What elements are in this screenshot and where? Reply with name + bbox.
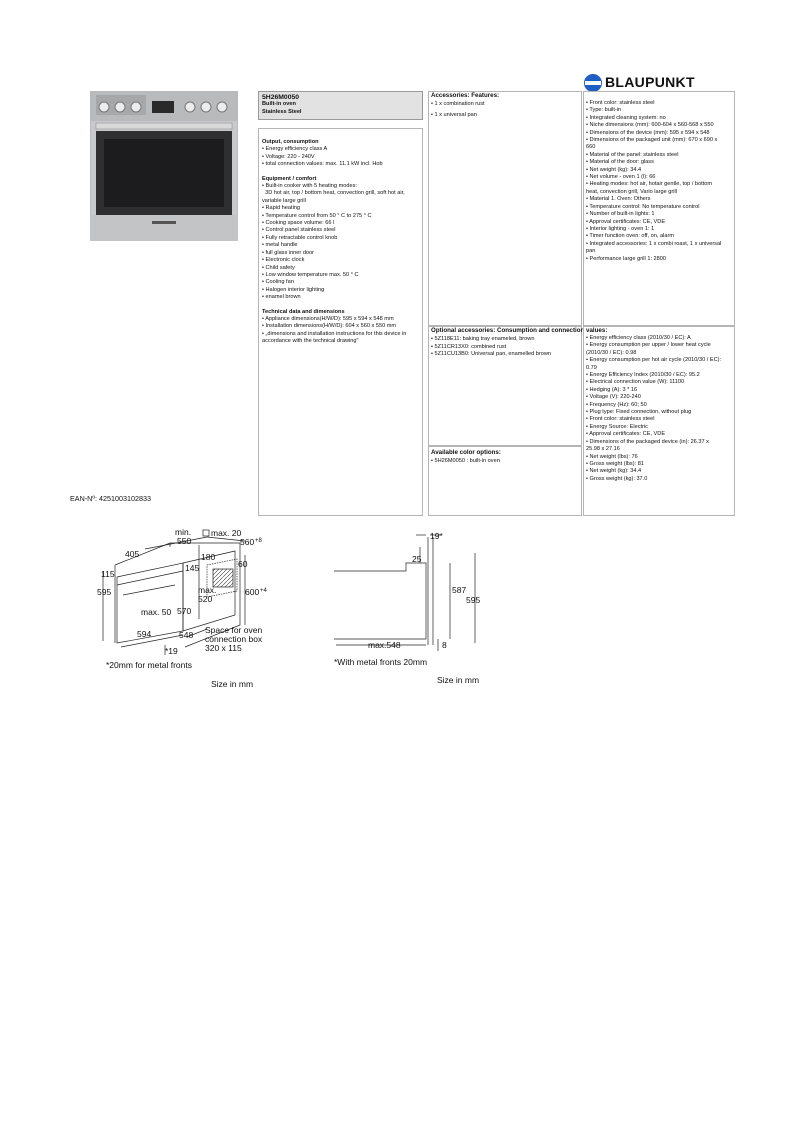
list-item: • 5Z11CR13X0: combined rust xyxy=(431,343,507,350)
list-item: • Plug type: Fixed connection, without plug xyxy=(586,409,692,416)
color-options-box xyxy=(428,446,582,516)
list-item: • Type: built-in xyxy=(586,107,622,114)
list-item: variable large grill xyxy=(262,197,306,204)
dim-label: 548 xyxy=(179,630,194,640)
output-heading: Output, consumption xyxy=(262,139,319,145)
dim-label: *19 xyxy=(165,646,178,656)
colors-heading: Available color options: xyxy=(431,449,501,456)
dim-label: 115 xyxy=(101,569,115,579)
list-item: • Control panel stainless steel xyxy=(262,227,336,234)
list-item: 0.79 xyxy=(586,364,597,371)
list-item: • Net weight (kg): 34.4 xyxy=(586,166,642,173)
installation-drawing-2 xyxy=(330,527,490,657)
accessories-box xyxy=(428,91,582,326)
list-item: • Net weight (lbs): 76 xyxy=(586,453,638,460)
consumption-box xyxy=(583,326,735,516)
dim-label: 594 xyxy=(137,629,152,639)
list-item: • Gross weight (kg): 37.0 xyxy=(586,475,648,482)
dim-label: max. 50 xyxy=(141,607,172,617)
list-item: • Integrated accessories: 1 x combi roast, 1 x universal xyxy=(586,240,722,247)
list-item: • Hedging (A): 3 * 16 xyxy=(586,386,638,393)
list-item: • Dimensions of the packaged unit (mm): 670 x 690 x xyxy=(586,137,718,144)
list-item: • Front color: stainless steel xyxy=(586,416,655,423)
list-item: • 5Z118E11: baking tray enameled, brown xyxy=(431,336,535,343)
list-item: • full glass inner door xyxy=(262,249,315,256)
equipment-heading: Equipment / comfort xyxy=(262,175,317,182)
list-item: • Built-in cooker with 5 heating modes: xyxy=(262,183,357,190)
product-type: Built-in oven xyxy=(262,101,296,108)
dim-label: max. xyxy=(198,585,217,595)
list-item: • 5H26M0050 : built-in oven xyxy=(431,458,500,465)
product-image xyxy=(90,91,238,241)
list-item: • Fully retractable control knob xyxy=(262,234,338,241)
dim-label: 570 xyxy=(177,606,192,616)
accessories-heading: Accessories: Features: xyxy=(431,92,500,99)
list-item: • metal handle xyxy=(262,242,298,249)
list-item: • Heating modes: hot air, hotair gentle, top / bottom xyxy=(586,181,713,188)
list-item: • Temperature control from 50 ° C to 275 ° C xyxy=(262,212,372,219)
dim-label: 145 xyxy=(185,563,200,573)
dim-label: 19* xyxy=(430,531,443,541)
product-header xyxy=(258,91,423,120)
list-item: • total connection values: max. 11.1 kW incl. Hob xyxy=(262,161,383,168)
footnote-1: *20mm for metal fronts xyxy=(106,660,192,670)
list-item: • Installation dimensions(H/W/D): 604 x 560 x 550 mm xyxy=(262,323,397,330)
dim-label: Space for oven xyxy=(205,625,263,635)
list-item: • Energy efficiency class A xyxy=(262,146,328,153)
list-item: • 1 x universal pan xyxy=(431,111,477,118)
list-item: • Low window temperature max. 50 ° C xyxy=(262,271,359,278)
features-box xyxy=(583,91,735,326)
list-item: • Energy consumption per hot air cycle (2010/30 / EC): xyxy=(586,357,722,364)
list-item: • Performance large grill 1: 2800 xyxy=(586,255,667,262)
dim-label: +8 xyxy=(255,538,262,544)
list-item: 25.98 x 27.16 xyxy=(586,446,620,453)
product-material: Stainless Steel xyxy=(262,108,302,115)
dim-label: min. xyxy=(175,527,192,537)
list-item: 660 xyxy=(586,144,596,151)
footnote-2: *With metal fronts 20mm xyxy=(334,657,428,667)
list-item: • Net weight (kg): 34.4 xyxy=(586,468,642,475)
dim-label: 60 xyxy=(238,559,248,569)
list-item: • Child safety xyxy=(262,264,295,271)
list-item: • Energy efficiency class (2010/30 / EC): A xyxy=(586,335,691,341)
list-item: accordance with the technical drawing" xyxy=(262,338,359,345)
list-item: • 5Z11CU13B0: Universal pan, enamelled brown xyxy=(431,351,552,358)
dim-label: max. 20 xyxy=(211,528,242,538)
model-number: 5H26M0050 xyxy=(262,94,300,101)
optional-heading: Optional accessories: Consumption and connection values: xyxy=(431,327,608,334)
list-item: 3D hot air, top / bottom heat, convection grill, soft hot air, xyxy=(262,190,405,197)
list-item: • Material of the panel: stainless steel xyxy=(586,151,679,158)
list-item: • Gross weight (lbs): 81 xyxy=(586,460,644,467)
list-item: • Temperature control: No temperature control xyxy=(586,203,700,210)
list-item: • „dimensions and installation instructions for this device in xyxy=(262,330,407,337)
list-item: • Electronic clock xyxy=(262,257,305,264)
list-item: • Front color: stainless steel xyxy=(586,100,655,106)
list-item: • Energy Efficiency Index (2010/30 / EC): 95.2 xyxy=(586,372,700,379)
list-item: • Voltage: 220 - 240V xyxy=(262,153,315,160)
dim-label: 320 x 115 xyxy=(205,643,242,653)
list-item: • Integrated cleaning system: no xyxy=(586,114,666,121)
list-item: heat, convection grill, Vario large grill xyxy=(586,188,677,195)
list-item: • Approval certificates: CE, VDE xyxy=(586,431,666,438)
list-item: pan xyxy=(586,248,596,255)
list-item: • Niche dimensions (mm): 600-604 x 560-568 x 550 xyxy=(586,122,714,129)
list-item: • Rapid heating xyxy=(262,205,301,212)
dim-label: 25 xyxy=(412,554,422,564)
list-item: • Interior lighting - oven 1: 1 xyxy=(586,225,655,232)
technical-heading: Technical data and dimensions xyxy=(262,308,345,315)
size-caption-1: Size in mm xyxy=(211,679,254,689)
list-item: • Voltage (V): 220-240 xyxy=(586,394,641,401)
list-item: • Energy Source: Electric xyxy=(586,423,648,430)
list-item: (2010/30 / EC): 0.98 xyxy=(586,349,637,356)
dim-label: 180 xyxy=(201,552,216,562)
dim-label: 587 xyxy=(452,585,467,595)
list-item: • Dimensions of the packaged device (in): 26.37 x xyxy=(586,438,709,445)
list-item: • Timer function oven: off, on, alarm xyxy=(586,233,674,240)
list-item: • Material of the door: glass xyxy=(586,159,654,166)
dim-label: 600 xyxy=(245,587,260,597)
list-item: • Energy consumption per upper / lower heat cycle xyxy=(586,342,711,349)
list-item: • Appliance dimensions(H/W/D): 595 x 594 x 548 mm xyxy=(262,315,394,322)
list-item: • Cooking space volume: 66 l xyxy=(262,220,335,227)
dim-label: connection box xyxy=(205,634,263,644)
list-item: • enamel brown xyxy=(262,294,301,301)
dim-label: 520 xyxy=(198,594,213,604)
ean-code: EAN-Nº: 4251003102833 xyxy=(70,494,151,503)
dim-label: 405 xyxy=(125,549,140,559)
spec-box-left xyxy=(258,128,423,516)
dim-label: 560 xyxy=(240,537,255,547)
size-caption-2: Size in mm xyxy=(437,675,480,685)
dim-label: 8 xyxy=(442,640,447,650)
dim-label: max.548 xyxy=(368,640,401,650)
brand-name: BLAUPUNKT xyxy=(605,74,695,90)
list-item: • Material 1. Oven: Others xyxy=(586,196,651,203)
list-item: • 1 x combination rust xyxy=(431,101,485,108)
dim-label: 595 xyxy=(97,587,112,597)
list-item: • Electrical connection value (W): 11100 xyxy=(586,379,685,386)
dim-label: +4 xyxy=(260,588,267,594)
list-item: • Dimensions of the device (mm): 595 x 594 x 548 xyxy=(586,129,710,136)
list-item: • Approval certificates: CE, VDE xyxy=(586,218,666,225)
dim-label: 595 xyxy=(466,595,481,605)
list-item: • Halogen interior lighting xyxy=(262,286,325,293)
list-item: • Net volume - oven 1 (l): 66 xyxy=(586,174,656,181)
list-item: • Cooling fan xyxy=(262,279,294,286)
list-item: • Frequency (Hz): 60; 50 xyxy=(586,401,647,408)
dim-label: 550 xyxy=(177,536,192,546)
list-item: • Number of built-in lights: 1 xyxy=(586,211,655,218)
